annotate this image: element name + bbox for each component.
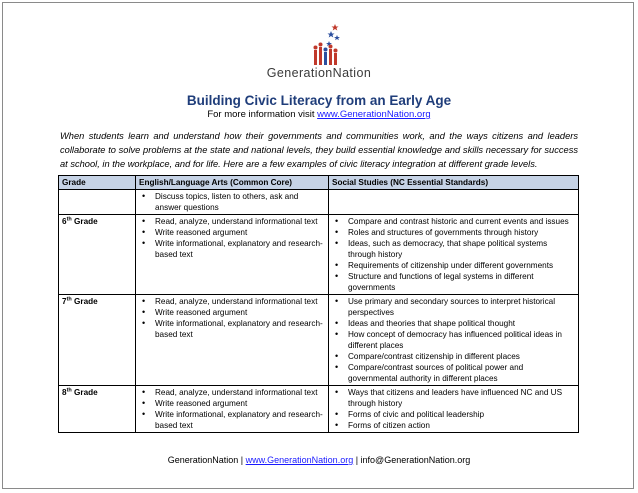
grade-suffix: th bbox=[66, 216, 72, 223]
table-row bbox=[59, 215, 579, 295]
list-item: • Forms of citizen action bbox=[332, 420, 575, 431]
ela-list bbox=[139, 387, 325, 431]
footer-org: GenerationNation bbox=[167, 455, 239, 465]
list-item: • Use primary and secondary sources to interpret historical perspectives bbox=[332, 296, 575, 318]
table-row bbox=[59, 190, 579, 215]
ela-cell bbox=[136, 215, 329, 295]
grade-cell bbox=[59, 295, 136, 386]
list-item: • Roles and structures of governments through history bbox=[332, 227, 575, 238]
footer-website-link[interactable]: www.GenerationNation.org bbox=[245, 455, 354, 465]
ela-list bbox=[139, 191, 325, 213]
ss-list bbox=[332, 216, 575, 293]
list-item: • Discuss topics, listen to others, ask and answer questions bbox=[139, 191, 325, 213]
list-item: • Ways that citizens and leaders have influenced NC and US through history bbox=[332, 387, 575, 409]
list-item: • Compare/contrast sources of political power and governmental authority in different places bbox=[332, 362, 575, 384]
grade-number: 8 bbox=[62, 388, 67, 397]
header-ela: English/Language Arts (Common Core) bbox=[136, 176, 329, 190]
list-item: • Write informational, explanatory and research-based text bbox=[139, 318, 325, 340]
ela-cell bbox=[136, 295, 329, 386]
social-studies-cell bbox=[329, 190, 579, 215]
table-row bbox=[59, 295, 579, 386]
table-header-row bbox=[59, 176, 579, 190]
ela-cell bbox=[136, 190, 329, 215]
list-item: • Write reasoned argument bbox=[139, 307, 325, 318]
list-item: • Requirements of citizenship under different governments bbox=[332, 260, 575, 271]
logo-wordmark: GenerationNation bbox=[266, 66, 372, 80]
flag-family-icon bbox=[306, 22, 346, 68]
grade-label: Grade bbox=[71, 297, 98, 306]
social-studies-cell bbox=[329, 386, 579, 433]
grade-suffix: th bbox=[66, 387, 72, 394]
list-item: • Compare/contrast citizenship in different places bbox=[332, 351, 575, 362]
ela-list bbox=[139, 296, 325, 340]
list-item: • Read, analyze, understand informational text bbox=[139, 296, 325, 307]
grade-suffix: th bbox=[66, 296, 72, 303]
civic-literacy-table bbox=[58, 175, 579, 433]
list-item: • Forms of civic and political leadership bbox=[332, 409, 575, 420]
intro-paragraph: When students learn and understand how their governments and communities work, and the ways citizens and leaders collaborate to solve problems at the state and national levels, they build essential knowledge and skills necessary for success at school, in the workplace, and for life. Here are a few examples of civic literacy integration at different grade levels. bbox=[60, 131, 578, 170]
social-studies-cell bbox=[329, 215, 579, 295]
list-item: • Read, analyze, understand informational text bbox=[139, 216, 325, 227]
subtitle bbox=[0, 109, 638, 120]
ela-cell bbox=[136, 386, 329, 433]
grade-cell bbox=[59, 386, 136, 433]
website-link[interactable]: www.GenerationNation.org bbox=[317, 109, 431, 120]
logo bbox=[258, 22, 380, 82]
footer-separator: | bbox=[353, 455, 361, 465]
list-item: • Read, analyze, understand informational text bbox=[139, 387, 325, 398]
list-item: • Compare and contrast historic and current events and issues bbox=[332, 216, 575, 227]
list-item: • Ideas and theories that shape political thought bbox=[332, 318, 575, 329]
list-item: • How concept of democracy has influenced political ideas in different places bbox=[332, 329, 575, 351]
header-grade: Grade bbox=[59, 176, 136, 190]
list-item: • Ideas, such as democracy, that shape political systems through history bbox=[332, 238, 575, 260]
list-item: • Write reasoned argument bbox=[139, 398, 325, 409]
list-item: • Write reasoned argument bbox=[139, 227, 325, 238]
ela-list bbox=[139, 216, 325, 260]
subtitle-text: For more information visit bbox=[207, 109, 318, 120]
ss-list bbox=[332, 387, 575, 431]
grade-cell bbox=[59, 190, 136, 215]
footer bbox=[0, 455, 638, 465]
header-social-studies: Social Studies (NC Essential Standards) bbox=[329, 176, 579, 190]
page-title: Building Civic Literacy from an Early Age bbox=[186, 93, 452, 108]
list-item: • Write informational, explanatory and research-based text bbox=[139, 409, 325, 431]
grade-number: 7 bbox=[62, 297, 67, 306]
grade-label: Grade bbox=[71, 217, 98, 226]
social-studies-cell bbox=[329, 295, 579, 386]
footer-separator: | bbox=[238, 455, 246, 465]
list-item: • Structure and functions of legal systems in different governments bbox=[332, 271, 575, 293]
grade-number: 6 bbox=[62, 217, 67, 226]
ss-list bbox=[332, 296, 575, 384]
grade-cell bbox=[59, 215, 136, 295]
table-row bbox=[59, 386, 579, 433]
grade-label: Grade bbox=[71, 388, 98, 397]
list-item: • Write informational, explanatory and research-based text bbox=[139, 238, 325, 260]
footer-email: info@GenerationNation.org bbox=[360, 455, 471, 465]
